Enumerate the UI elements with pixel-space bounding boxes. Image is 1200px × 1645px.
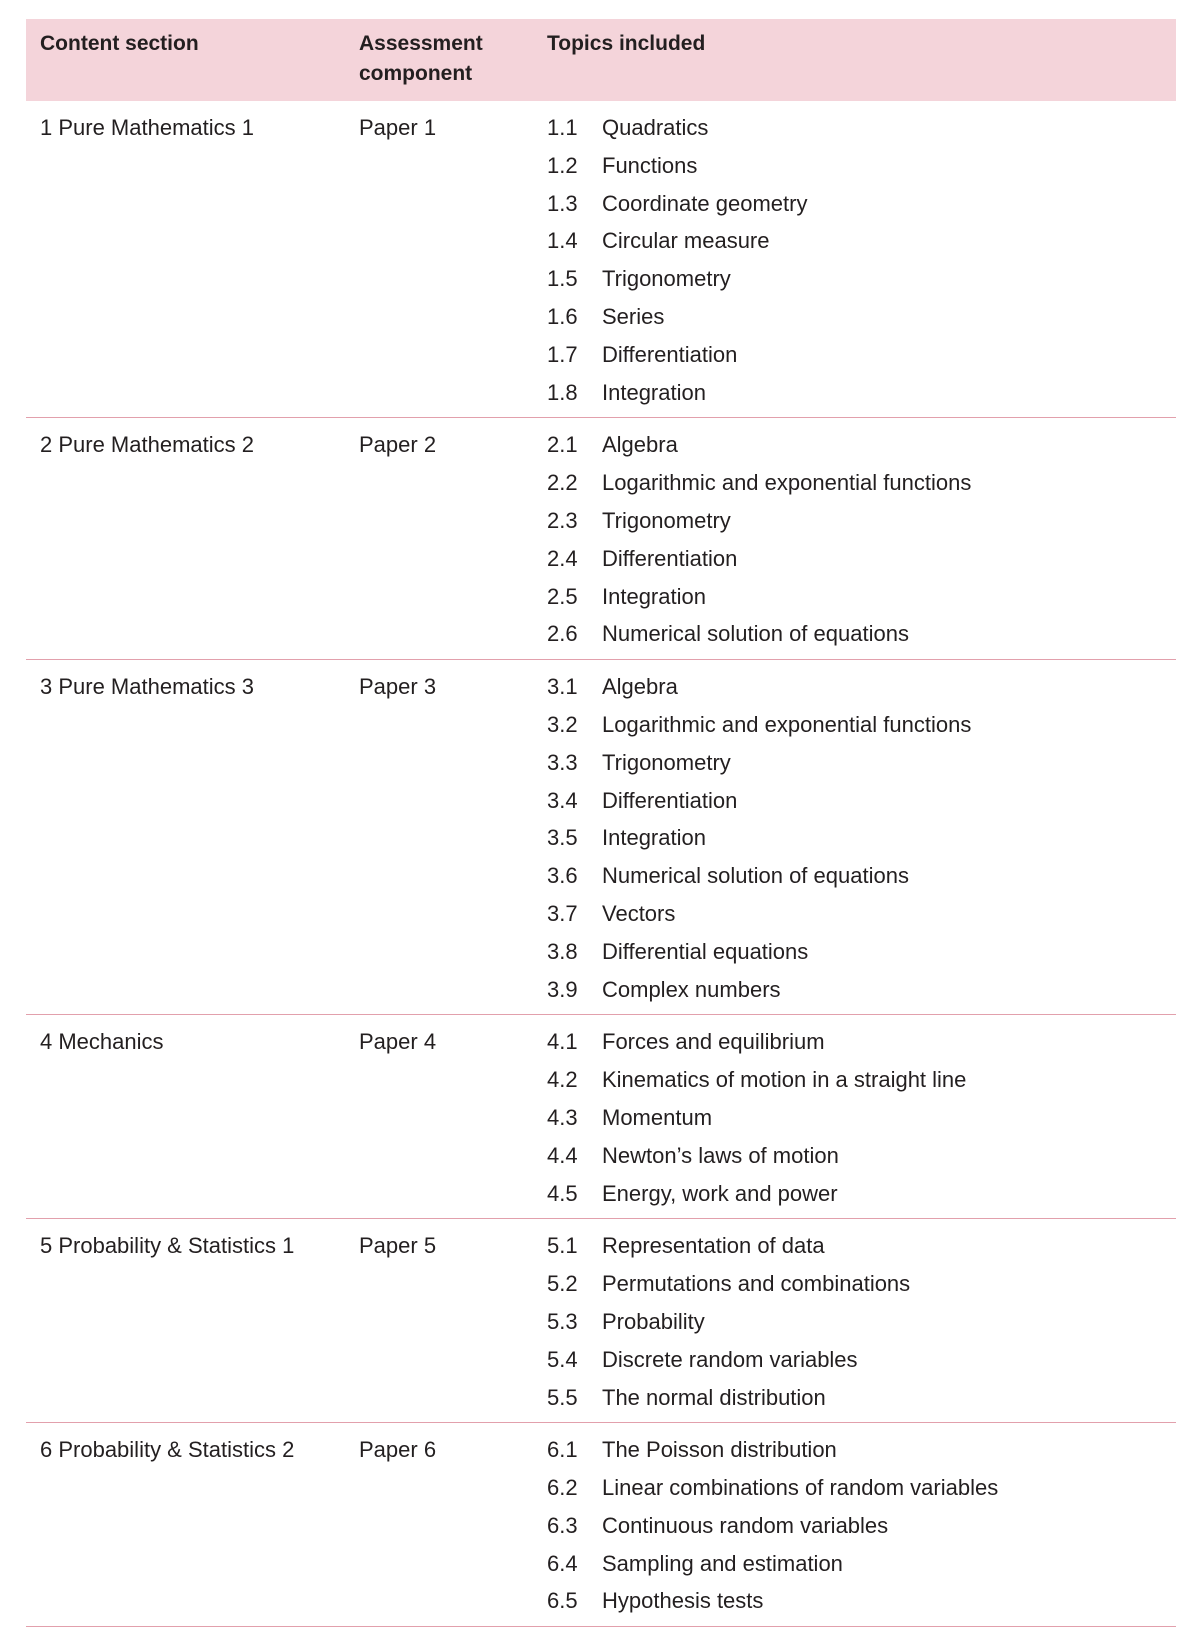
topic-name: The Poisson distribution (602, 1437, 837, 1463)
topic-name: Representation of data (602, 1233, 825, 1259)
topic-name: Logarithmic and exponential functions (602, 711, 972, 737)
topic-item (547, 895, 1176, 933)
topics-list (547, 1423, 1176, 1626)
topic-name: Trigonometry (602, 266, 731, 292)
topic-number: 1.1 (547, 115, 578, 140)
topic-number: 6.2 (547, 1475, 578, 1501)
section-row (26, 660, 1176, 1015)
topic-name: Energy, work and power (602, 1180, 838, 1206)
section-title: 2 Pure Mathematics 2 (40, 432, 254, 458)
topic-item (547, 374, 1176, 412)
topic-number: 6.1 (547, 1437, 578, 1463)
topic-item (547, 109, 1176, 147)
topic-item (547, 1227, 1176, 1265)
topic-number: 1.3 (547, 190, 578, 216)
topic-number: 6.4 (547, 1550, 578, 1576)
topic-item (547, 260, 1176, 298)
topic-item (547, 933, 1176, 971)
topic-item (547, 502, 1176, 540)
topic-item (547, 1379, 1176, 1417)
topic-name: Trigonometry (602, 749, 731, 775)
section-title: 3 Pure Mathematics 3 (40, 674, 254, 700)
topic-number: 1.2 (547, 152, 578, 178)
topic-item (547, 1023, 1176, 1061)
section-title: 1 Pure Mathematics 1 (40, 115, 254, 140)
assessment-paper: Paper 2 (359, 432, 437, 458)
topic-name: Numerical solution of equations (602, 621, 909, 647)
topic-name: Differentiation (602, 545, 738, 571)
topic-name: Forces and equilibrium (602, 1029, 825, 1055)
topic-number: 4.2 (547, 1067, 578, 1093)
topic-item (547, 744, 1176, 782)
topic-item (547, 336, 1176, 374)
table-body (26, 101, 1176, 1627)
topic-item (547, 706, 1176, 744)
table-header (26, 19, 1176, 101)
section-row (26, 101, 1176, 418)
topic-item (547, 1099, 1176, 1137)
topic-number: 6.5 (547, 1588, 578, 1614)
topic-name: Vectors (602, 900, 676, 926)
topic-number: 3.2 (547, 711, 578, 737)
topic-item (547, 426, 1176, 464)
topic-item (547, 1545, 1176, 1583)
topic-item (547, 971, 1176, 1009)
assessment-paper: Paper 4 (359, 1029, 437, 1055)
topic-number: 1.8 (547, 379, 578, 405)
topic-name: Integration (602, 825, 706, 851)
topic-number: 4.5 (547, 1180, 578, 1206)
topic-number: 3.9 (547, 976, 578, 1002)
topic-name: Permutations and combinations (602, 1271, 911, 1297)
assessment-paper: Paper 6 (359, 1437, 437, 1463)
topic-item (547, 1137, 1176, 1175)
section-title: 5 Probability & Statistics 1 (40, 1233, 295, 1259)
topic-item (547, 147, 1176, 185)
section-title: 4 Mechanics (40, 1029, 164, 1055)
topic-name: Momentum (602, 1104, 713, 1130)
topic-number: 5.2 (547, 1271, 578, 1297)
topics-list (547, 418, 1176, 659)
section-row (26, 418, 1176, 660)
topic-number: 4.3 (547, 1104, 578, 1130)
topic-item (547, 819, 1176, 857)
topic-number: 3.4 (547, 787, 578, 813)
topic-name: Differentiation (602, 787, 738, 813)
topic-name: Probability (602, 1308, 705, 1334)
topic-item (547, 782, 1176, 820)
topic-number: 5.5 (547, 1384, 578, 1410)
topic-name: Circular measure (602, 228, 770, 254)
topic-item (547, 1341, 1176, 1379)
section-title: 6 Probability & Statistics 2 (40, 1437, 295, 1463)
topic-item (547, 1431, 1176, 1469)
topics-list (547, 1015, 1176, 1218)
topic-number: 3.1 (547, 674, 578, 700)
topic-name: Integration (602, 379, 706, 405)
topic-number: 3.3 (547, 749, 578, 775)
topic-item (547, 1582, 1176, 1620)
topic-name: The normal distribution (602, 1384, 826, 1410)
topic-number: 5.1 (547, 1233, 578, 1259)
topic-name: Trigonometry (602, 507, 731, 533)
section-row (26, 1015, 1176, 1219)
topic-item (547, 1303, 1176, 1341)
syllabus-content-table (26, 19, 1176, 1627)
topic-name: Logarithmic and exponential functions (602, 470, 972, 496)
topic-item (547, 668, 1176, 706)
topic-number: 2.2 (547, 470, 578, 496)
topic-number: 6.3 (547, 1512, 578, 1538)
topic-number: 5.3 (547, 1308, 578, 1334)
assessment-paper: Paper 5 (359, 1233, 437, 1259)
topic-item (547, 1469, 1176, 1507)
topics-list (547, 101, 1176, 417)
section-row (26, 1423, 1176, 1627)
topic-number: 3.6 (547, 863, 578, 889)
topic-number: 2.6 (547, 621, 578, 647)
topic-name: Differentiation (602, 341, 738, 367)
topic-name: Integration (602, 583, 706, 609)
topic-item (547, 298, 1176, 336)
topic-item (547, 615, 1176, 653)
topic-number: 1.5 (547, 266, 578, 292)
topic-number: 2.3 (547, 507, 578, 533)
topic-number: 2.1 (547, 432, 578, 458)
topic-name: Kinematics of motion in a straight line (602, 1067, 967, 1093)
topic-item (547, 464, 1176, 502)
topic-name: Algebra (602, 674, 678, 700)
section-row (26, 1219, 1176, 1423)
topics-list (547, 660, 1176, 1014)
topic-number: 1.7 (547, 341, 578, 367)
topic-name: Hypothesis tests (602, 1588, 764, 1614)
topic-number: 3.8 (547, 938, 578, 964)
topic-number: 4.1 (547, 1029, 578, 1055)
topics-list (547, 1219, 1176, 1422)
topic-item (547, 1507, 1176, 1545)
topic-number: 3.5 (547, 825, 578, 851)
topic-name: Coordinate geometry (602, 190, 808, 216)
topic-name: Differential equations (602, 938, 809, 964)
topic-item (547, 578, 1176, 616)
topic-name: Linear combinations of random variables (602, 1475, 999, 1501)
topic-number: 1.6 (547, 303, 578, 329)
topic-item (547, 1175, 1176, 1213)
topic-number: 5.4 (547, 1346, 578, 1372)
topic-number: 2.5 (547, 583, 578, 609)
topic-number: 1.4 (547, 228, 578, 254)
topic-name: Numerical solution of equations (602, 863, 909, 889)
topic-item (547, 540, 1176, 578)
topic-number: 2.4 (547, 545, 578, 571)
topic-name: Complex numbers (602, 976, 781, 1002)
header-assessment-component: Assessment component (359, 32, 483, 85)
topic-item (547, 185, 1176, 223)
topic-number: 4.4 (547, 1142, 578, 1168)
topic-item (547, 857, 1176, 895)
header-content-section: Content section (40, 32, 199, 55)
topic-item (547, 1061, 1176, 1099)
assessment-paper: Paper 3 (359, 674, 437, 700)
topic-name: Newton’s laws of motion (602, 1142, 839, 1168)
topic-name: Continuous random variables (602, 1512, 889, 1538)
topic-name: Quadratics (602, 115, 709, 140)
topic-item (547, 222, 1176, 260)
topic-number: 3.7 (547, 900, 578, 926)
topic-name: Series (602, 303, 665, 329)
topic-name: Functions (602, 152, 698, 178)
topic-name: Algebra (602, 432, 678, 458)
assessment-paper: Paper 1 (359, 115, 437, 140)
header-topics-included: Topics included (547, 32, 706, 55)
topic-name: Discrete random variables (602, 1346, 858, 1372)
topic-name: Sampling and estimation (602, 1550, 843, 1576)
topic-item (547, 1265, 1176, 1303)
